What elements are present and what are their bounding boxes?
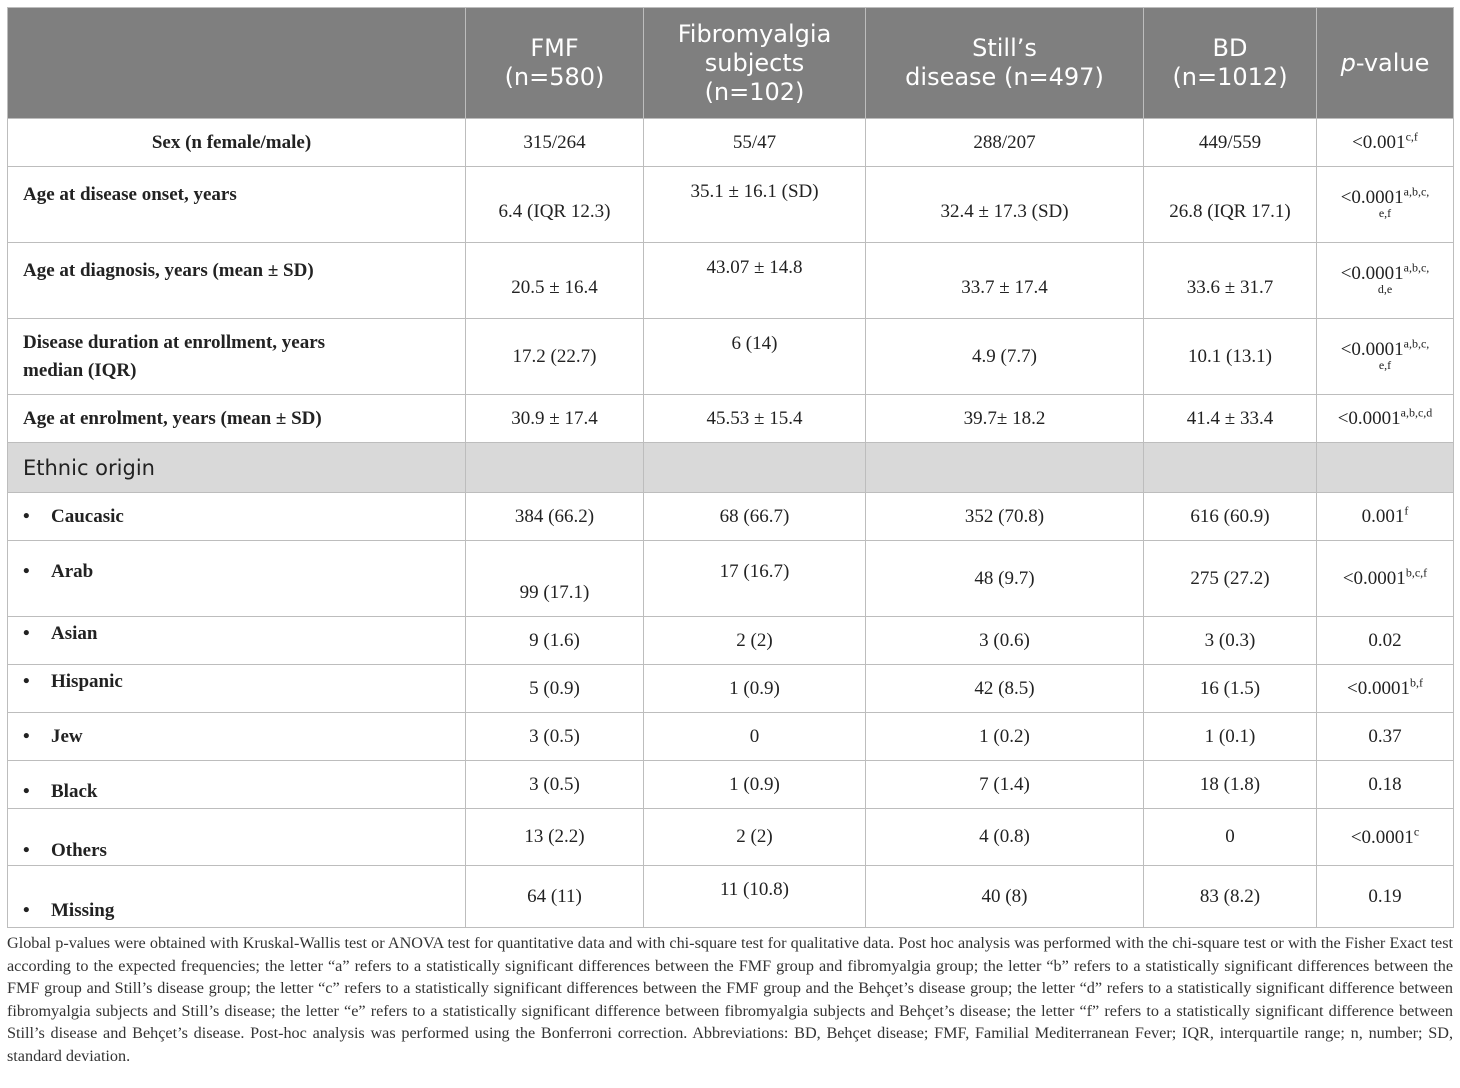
cell-fibro: 17 (16.7) [644, 541, 866, 617]
cell-fmf: 20.5 ± 16.4 [466, 243, 644, 319]
bullet-icon: • [23, 670, 30, 692]
row-label: Age at enrolment, years (mean ± SD) [8, 395, 466, 443]
row-disease-duration [8, 319, 1454, 395]
row-label: Age at disease onset, years [8, 167, 466, 243]
cell-bd: 41.4 ± 33.4 [1144, 395, 1317, 443]
bullet-icon: • [23, 840, 30, 861]
cell-p: $<0.0001^{a,b,c,}$ e,f [1317, 319, 1454, 395]
table-container [7, 7, 1453, 928]
row-label: • Asian [8, 617, 466, 665]
row-ethnic [8, 665, 1454, 713]
cell-fmf: 64 (11) [466, 866, 644, 928]
cell-p: 0.18 [1317, 761, 1454, 809]
bullet-icon: • [23, 560, 30, 582]
cell-fmf: 3 (0.5) [466, 713, 644, 761]
row-label: Age at diagnosis, years (mean ± SD) [8, 243, 466, 319]
cell-bd: 83 (8.2) [1144, 866, 1317, 928]
header-row [8, 8, 1454, 119]
cell-bd: 3 (0.3) [1144, 617, 1317, 665]
row-ethnic [8, 541, 1454, 617]
cell-p: $<0.001^{c,f}$ [1317, 119, 1454, 167]
section-blank [466, 443, 644, 493]
cell-fibro: 2 (2) [644, 617, 866, 665]
cell-still: 7 (1.4) [866, 761, 1144, 809]
bullet-icon: • [23, 622, 30, 644]
cell-fibro: 11 (10.8) [644, 866, 866, 928]
row-ethnic [8, 617, 1454, 665]
cell-p: $<0.0001^{b,f}$ [1317, 665, 1454, 713]
header-bd: BD (n=1012) [1144, 8, 1317, 119]
row-label: Disease duration at enrollment, years median (IQR) [8, 319, 466, 395]
row-age-onset [8, 167, 1454, 243]
row-ethnic [8, 713, 1454, 761]
cell-fmf: 99 (17.1) [466, 541, 644, 617]
section-blank [1144, 443, 1317, 493]
cell-still: 32.4 ± 17.3 (SD) [866, 167, 1144, 243]
cell-p: 0.19 [1317, 866, 1454, 928]
cell-fmf: 30.9 ± 17.4 [466, 395, 644, 443]
cell-fmf: 13 (2.2) [466, 809, 644, 866]
cell-bd: 26.8 (IQR 17.1) [1144, 167, 1317, 243]
row-label: • Others [8, 809, 466, 866]
cell-p: $<0.0001^{b,c,f}$ [1317, 541, 1454, 617]
cell-fibro: 0 [644, 713, 866, 761]
data-table [7, 7, 1454, 928]
cell-still: 4.9 (7.7) [866, 319, 1144, 395]
row-ethnic [8, 809, 1454, 866]
row-label: • Arab [8, 541, 466, 617]
cell-fibro: 6 (14) [644, 319, 866, 395]
row-ethnic [8, 493, 1454, 541]
cell-bd: 616 (60.9) [1144, 493, 1317, 541]
cell-fmf: 17.2 (22.7) [466, 319, 644, 395]
header-fmf: FMF (n=580) [466, 8, 644, 119]
bullet-icon: • [23, 780, 30, 802]
cell-still: 40 (8) [866, 866, 1144, 928]
row-sex [8, 119, 1454, 167]
cell-still: 1 (0.2) [866, 713, 1144, 761]
header-p-value: p-value [1317, 8, 1454, 119]
cell-bd: 10.1 (13.1) [1144, 319, 1317, 395]
row-ethnic [8, 866, 1454, 928]
section-blank [866, 443, 1144, 493]
cell-fibro: 2 (2) [644, 809, 866, 866]
cell-bd: 449/559 [1144, 119, 1317, 167]
cell-p: 0.001$^f$ [1317, 493, 1454, 541]
header-fibromyalgia: Fibromyalgia subjects (n=102) [644, 8, 866, 119]
section-label: Ethnic origin [8, 443, 466, 493]
bullet-icon: • [23, 899, 30, 921]
row-age-enrolment [8, 395, 1454, 443]
row-label: • Jew [8, 713, 466, 761]
cell-fmf: 3 (0.5) [466, 761, 644, 809]
row-label: • Missing [8, 866, 466, 928]
section-blank [644, 443, 866, 493]
cell-bd: 275 (27.2) [1144, 541, 1317, 617]
cell-fibro: 55/47 [644, 119, 866, 167]
cell-still: 42 (8.5) [866, 665, 1144, 713]
cell-fmf: 384 (66.2) [466, 493, 644, 541]
cell-fibro: 1 (0.9) [644, 761, 866, 809]
cell-fibro: 45.53 ± 15.4 [644, 395, 866, 443]
section-ethnic-origin [8, 443, 1454, 493]
cell-fmf: 9 (1.6) [466, 617, 644, 665]
cell-fibro: 1 (0.9) [644, 665, 866, 713]
cell-still: 3 (0.6) [866, 617, 1144, 665]
cell-still: 288/207 [866, 119, 1144, 167]
header-still: Still’s disease (n=497) [866, 8, 1144, 119]
cell-fibro: 43.07 ± 14.8 [644, 243, 866, 319]
bullet-icon: • [23, 505, 30, 527]
row-ethnic [8, 761, 1454, 809]
cell-p: <0.0001$^c$ [1317, 809, 1454, 866]
cell-p: 0.37 [1317, 713, 1454, 761]
cell-p: 0.02 [1317, 617, 1454, 665]
row-age-diagnosis [8, 243, 1454, 319]
cell-bd: 16 (1.5) [1144, 665, 1317, 713]
table-footnote: Global p-values were obtained with Kruskal-Wallis test or ANOVA test for quantitative data and with chi-square test for qualitative data. Post hoc analysis was performed with the chi-square test or with the Fisher Exact test according to the expected frequencies; the letter “a” refers to a statistically significant differences between the FMF group and fibromyalgia group; the letter “b” refers to a statistically significant differences between the FMF group and Still’s disease group; the letter “c” refers to a statistically significant differences between the FMF group and the Behçet’s disease group; the letter “d” refers to a statistically significant difference between fibromyalgia subjects and Still’s disease; the letter “e” refers to a statistically significant difference between fibromyalgia subjects and Behçet’s disease; the letter “f” refers to a statistically significant difference between Still’s disease and Behçet’s disease. Post-hoc analysis was performed using the Bonferroni correction. Abbreviations: BD, Behçet disease; FMF, Familial Mediterranean Fever; IQR, interquartile range; n, number; SD, standard deviation. [7, 934, 1453, 1065]
cell-still: 352 (70.8) [866, 493, 1144, 541]
cell-bd: 0 [1144, 809, 1317, 866]
cell-still: 39.7± 18.2 [866, 395, 1144, 443]
cell-bd: 33.6 ± 31.7 [1144, 243, 1317, 319]
cell-fmf: 6.4 (IQR 12.3) [466, 167, 644, 243]
header-blank [8, 8, 466, 119]
row-label: Sex (n female/male) [8, 119, 466, 167]
row-label: • Caucasic [8, 493, 466, 541]
cell-fmf: 315/264 [466, 119, 644, 167]
cell-fibro: 35.1 ± 16.1 (SD) [644, 167, 866, 243]
cell-still: 33.7 ± 17.4 [866, 243, 1144, 319]
row-label: • Hispanic [8, 665, 466, 713]
cell-still: 4 (0.8) [866, 809, 1144, 866]
cell-p: $<0.0001^{a,b,c,}$ d,e [1317, 243, 1454, 319]
cell-fmf: 5 (0.9) [466, 665, 644, 713]
cell-p: $<0.0001^{a,b,c,d}$ [1317, 395, 1454, 443]
cell-fibro: 68 (66.7) [644, 493, 866, 541]
cell-still: 48 (9.7) [866, 541, 1144, 617]
cell-bd: 1 (0.1) [1144, 713, 1317, 761]
section-blank [1317, 443, 1454, 493]
cell-bd: 18 (1.8) [1144, 761, 1317, 809]
cell-p: $<0.0001^{a,b,c,}$ e,f [1317, 167, 1454, 243]
row-label: • Black [8, 761, 466, 809]
bullet-icon: • [23, 725, 30, 747]
